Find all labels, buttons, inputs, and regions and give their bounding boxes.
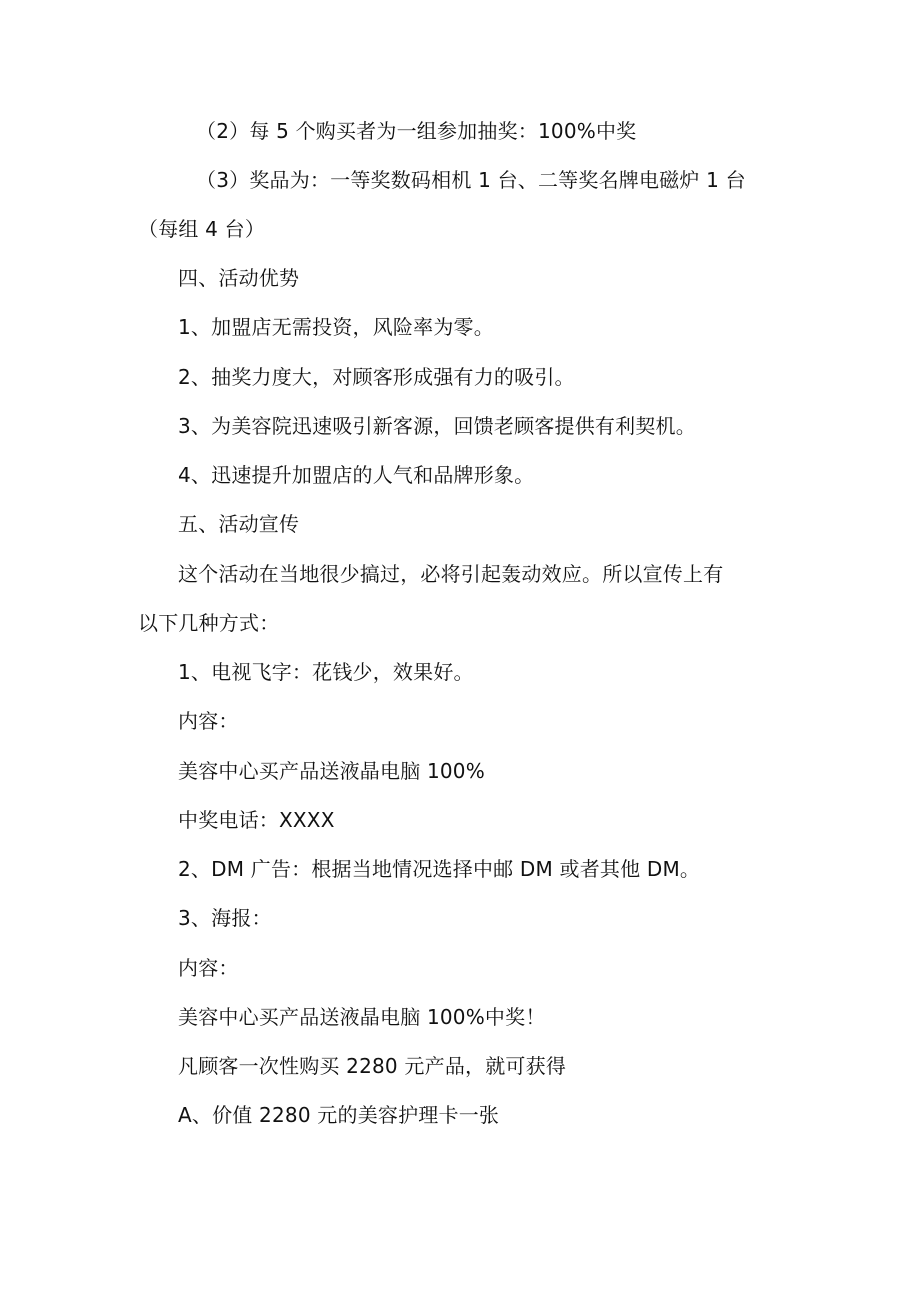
- tv-content-label: 内容：: [178, 709, 239, 733]
- poster-offer-line: 凡顾客一次性购买 2280 元产品，就可获得: [178, 1054, 567, 1078]
- tv-content-text-line-2: 中奖电话：XXXX: [178, 808, 335, 832]
- advantage-item-1: 1、加盟店无需投资，风险率为零。: [178, 315, 494, 339]
- advantage-item-3: 3、为美容院迅速吸引新客源，回馈老顾客提供有利契机。: [178, 414, 696, 438]
- promotion-intro-continuation-line: 以下几种方式：: [138, 611, 280, 635]
- prize-description-continuation-line: （每组 4 台）: [138, 217, 266, 241]
- lottery-group-rule-line: （2）每 5 个购买者为一组参加抽奖：100%中奖: [196, 119, 637, 143]
- poster-content-label: 内容：: [178, 956, 239, 980]
- section-heading-promotion: 五、活动宣传: [178, 512, 300, 536]
- poster-headline-line: 美容中心买产品送液晶电脑 100%中奖！: [178, 1005, 546, 1029]
- dm-ad-item: 2、DM 广告：根据当地情况选择中邮 DM 或者其他 DM。: [178, 857, 701, 881]
- advantage-item-2: 2、抽奖力度大，对顾客形成强有力的吸引。: [178, 365, 575, 389]
- tv-ticker-item: 1、电视飞字：花钱少，效果好。: [178, 660, 474, 684]
- prize-description-line: （3）奖品为：一等奖数码相机 1 台、二等奖名牌电磁炉 1 台: [196, 168, 746, 192]
- tv-content-text-line-1: 美容中心买产品送液晶电脑 100%: [178, 759, 485, 783]
- section-heading-advantages: 四、活动优势: [178, 266, 300, 290]
- poster-item: 3、海报：: [178, 906, 272, 930]
- advantage-item-4: 4、迅速提升加盟店的人气和品牌形象。: [178, 463, 535, 487]
- promotion-intro-line: 这个活动在当地很少搞过，必将引起轰动效应。所以宣传上有: [178, 562, 724, 586]
- poster-gift-a-line: A、价值 2280 元的美容护理卡一张: [178, 1103, 500, 1127]
